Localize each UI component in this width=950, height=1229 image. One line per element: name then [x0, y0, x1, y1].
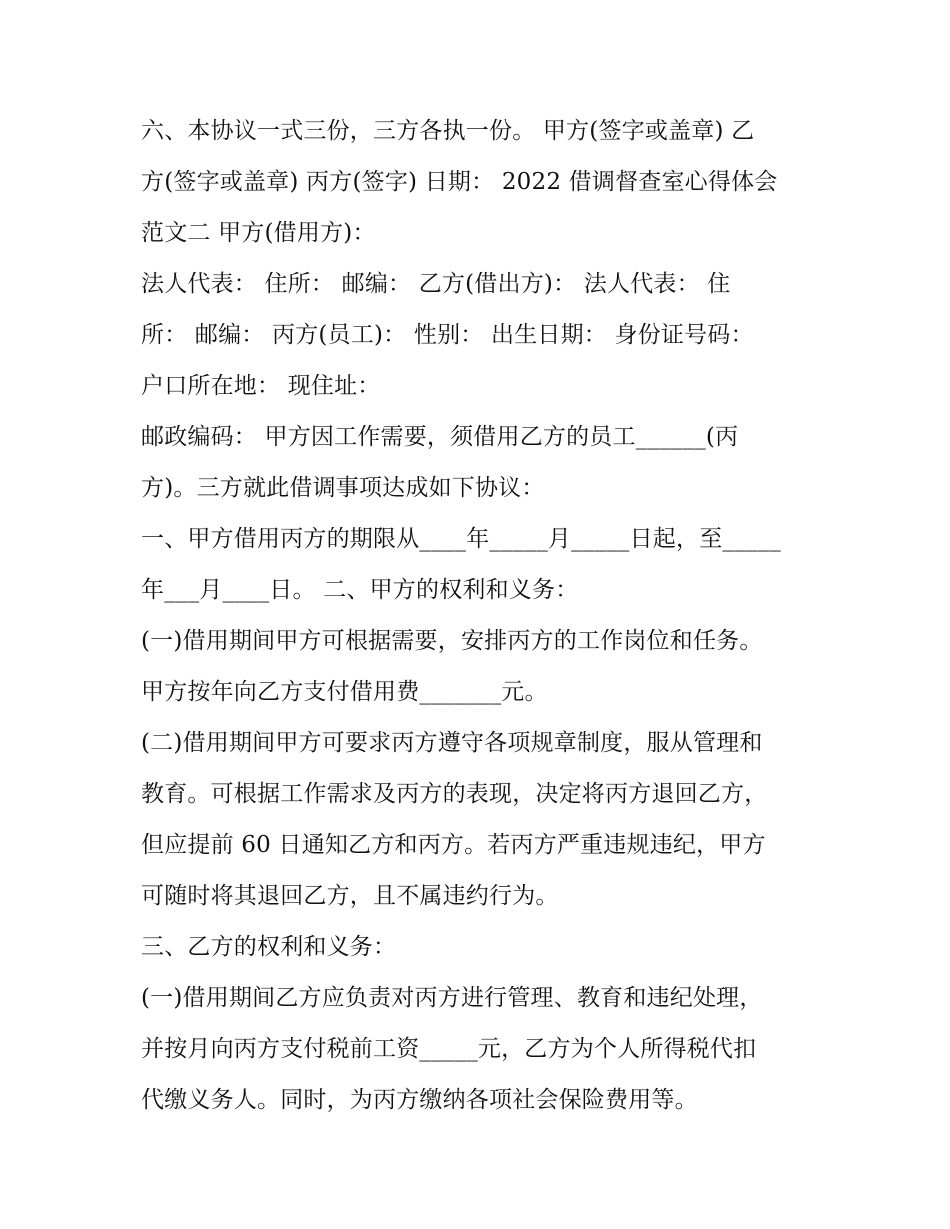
text-line-20: 代缴义务人。同时，为丙方缴纳各项社会保险费用等。	[141, 1087, 698, 1113]
text-line-14: 教育。可根据工作需求及丙方的表现，决定将丙方退回乙方，	[141, 781, 768, 807]
text-line-5: 所： 邮编： 丙方(员工)： 性别： 出生日期： 身份证号码：	[141, 322, 754, 348]
text-line-4: 法人代表： 住所： 邮编： 乙方(借出方)： 法人代表： 住	[141, 271, 731, 297]
text-line-3: 范文二 甲方(借用方)：	[141, 220, 376, 246]
text-line-18: (一)借用期间乙方应负责对丙方进行管理、教育和违纪处理，	[141, 985, 763, 1011]
text-line-6: 户口所在地： 现住址：	[141, 373, 381, 399]
text-line-13: (二)借用期间甲方可要求丙方遵守各项规章制度，服从管理和	[141, 730, 763, 756]
text-line-2: 方(签字或盖章) 丙方(签字) 日期： 2022 借调督查室心得体会	[141, 169, 778, 195]
text-line-9: 一、甲方借用丙方的期限从____年_____月_____日起，至_____	[141, 526, 781, 552]
text-line-1: 六、本协议一式三份，三方各执一份。 甲方(签字或盖章) 乙	[141, 118, 755, 144]
text-line-16: 可随时将其退回乙方，且不属违约行为。	[141, 883, 559, 909]
text-line-15: 但应提前 60 日通知乙方和丙方。若丙方严重违规违纪，甲方	[141, 832, 766, 858]
text-line-10: 年___月____日。 二、甲方的权利和义务：	[141, 577, 579, 603]
text-line-17: 三、乙方的权利和义务：	[141, 934, 397, 960]
text-line-12: 甲方按年向乙方支付借用费_______元。	[141, 679, 548, 705]
text-line-11: (一)借用期间甲方可根据需要，安排丙方的工作岗位和任务。	[141, 628, 763, 654]
text-line-19: 并按月向丙方支付税前工资_____元，乙方为个人所得税代扣	[141, 1036, 757, 1062]
text-line-8: 方)。三方就此借调事项达成如下协议：	[141, 475, 545, 501]
text-line-7: 邮政编码： 甲方因工作需要，须借用乙方的员工______(丙	[141, 424, 739, 450]
document-body	[141, 106, 821, 1126]
